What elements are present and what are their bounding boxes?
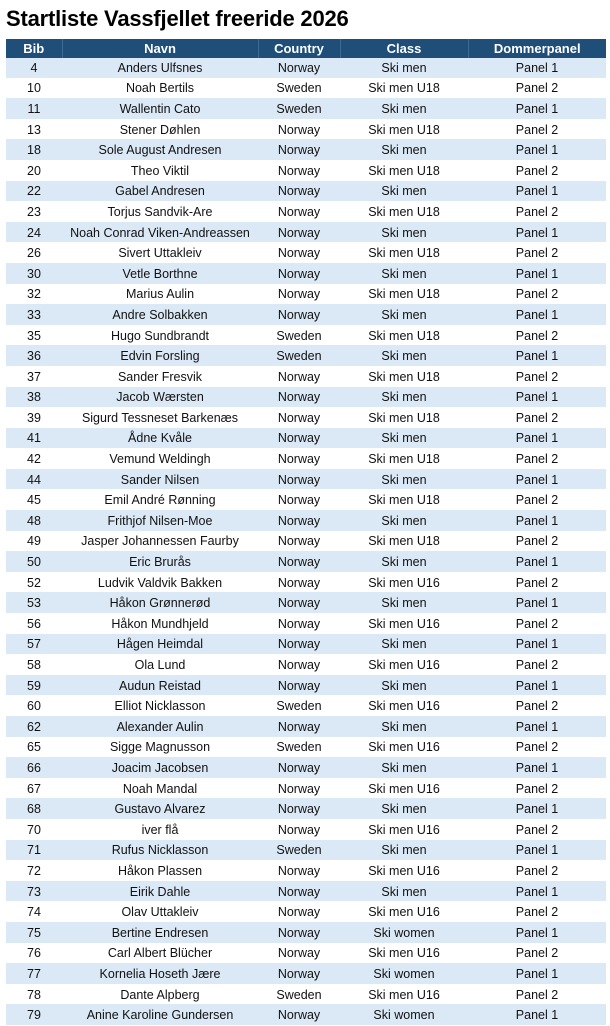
cell-bib[interactable]: 75 [6,922,62,943]
cell-country[interactable]: Norway [258,449,340,470]
cell-bib[interactable]: 57 [6,634,62,655]
cell-name[interactable]: Edvin Forsling [62,346,258,367]
table-row [6,181,606,202]
cell-class[interactable]: Ski men U16 [340,778,468,799]
column-header-name[interactable]: Navn [62,39,258,58]
table-row [6,243,606,264]
table-row [6,655,606,676]
cell-class[interactable]: Ski men [340,428,468,449]
cell-panel[interactable]: Panel 1 [468,263,606,284]
cell-panel[interactable]: Panel 2 [468,408,606,429]
cell-name[interactable]: Eirik Dahle [62,881,258,902]
cell-class[interactable]: Ski men [340,593,468,614]
cell-name[interactable]: Eric Brurås [62,552,258,573]
cell-name[interactable]: Jasper Johannessen Faurby [62,531,258,552]
cell-bib[interactable]: 78 [6,984,62,1005]
table-row [6,160,606,181]
table-row [6,902,606,923]
cell-bib[interactable]: 35 [6,325,62,346]
table-row [6,964,606,985]
cell-name[interactable]: Ola Lund [62,655,258,676]
column-header-bib[interactable]: Bib [6,39,62,58]
cell-panel[interactable]: Panel 1 [468,1005,606,1026]
cell-country[interactable]: Norway [258,243,340,264]
cell-bib[interactable]: 60 [6,696,62,717]
cell-name[interactable]: Hugo Sundbrandt [62,325,258,346]
column-header-class[interactable]: Class [340,39,468,58]
cell-name[interactable]: Jacob Wærsten [62,387,258,408]
cell-country[interactable]: Norway [258,305,340,326]
cell-panel[interactable]: Panel 2 [468,119,606,140]
cell-class[interactable]: Ski men U16 [340,819,468,840]
cell-class[interactable]: Ski men [340,58,468,78]
cell-country[interactable]: Norway [258,202,340,223]
cell-bib[interactable]: 42 [6,449,62,470]
cell-name[interactable]: Theo Viktil [62,160,258,181]
table-row [6,675,606,696]
table-row [6,614,606,635]
cell-country[interactable]: Norway [258,799,340,820]
table-row [6,819,606,840]
cell-class[interactable]: Ski men [340,305,468,326]
cell-country[interactable]: Norway [258,511,340,532]
table-row [6,696,606,717]
cell-class[interactable]: Ski men [340,222,468,243]
cell-panel[interactable]: Panel 2 [468,943,606,964]
cell-name[interactable]: iver flå [62,819,258,840]
cell-bib[interactable]: 67 [6,778,62,799]
cell-class[interactable]: Ski women [340,964,468,985]
cell-panel[interactable]: Panel 2 [468,696,606,717]
cell-bib[interactable]: 72 [6,861,62,882]
cell-name[interactable]: Gustavo Alvarez [62,799,258,820]
cell-bib[interactable]: 62 [6,717,62,738]
cell-class[interactable]: Ski men [340,717,468,738]
cell-class[interactable]: Ski men U18 [340,325,468,346]
table-row [6,305,606,326]
cell-bib[interactable]: 33 [6,305,62,326]
cell-country[interactable]: Sweden [258,840,340,861]
cell-bib[interactable]: 66 [6,758,62,779]
column-header-country[interactable]: Country [258,39,340,58]
cell-bib[interactable]: 50 [6,552,62,573]
table-row [6,593,606,614]
table-row [6,943,606,964]
cell-panel[interactable]: Panel 2 [468,737,606,758]
cell-name[interactable]: Gabel Andresen [62,181,258,202]
cell-country[interactable]: Norway [258,58,340,78]
cell-panel[interactable]: Panel 2 [468,819,606,840]
cell-country[interactable]: Norway [258,902,340,923]
cell-country[interactable]: Norway [258,943,340,964]
table-row [6,778,606,799]
cell-country[interactable]: Norway [258,1005,340,1026]
cell-name[interactable]: Alexander Aulin [62,717,258,738]
cell-class[interactable]: Ski men [340,799,468,820]
cell-class[interactable]: Ski men [340,140,468,161]
table-row [6,531,606,552]
cell-panel[interactable]: Panel 2 [468,490,606,511]
cell-name[interactable]: Håkon Plassen [62,861,258,882]
cell-country[interactable]: Norway [258,778,340,799]
cell-panel[interactable]: Panel 2 [468,325,606,346]
table-row [6,366,606,387]
cell-bib[interactable]: 70 [6,819,62,840]
cell-panel[interactable]: Panel 2 [468,655,606,676]
cell-panel[interactable]: Panel 1 [468,346,606,367]
cell-country[interactable]: Norway [258,140,340,161]
cell-name[interactable]: Noah Conrad Viken-Andreassen [62,222,258,243]
cell-panel[interactable]: Panel 2 [468,366,606,387]
cell-panel[interactable]: Panel 2 [468,449,606,470]
cell-name[interactable]: Stener Døhlen [62,119,258,140]
cell-country[interactable]: Norway [258,614,340,635]
table-row [6,140,606,161]
cell-bib[interactable]: 38 [6,387,62,408]
cell-name[interactable]: Emil André Rønning [62,490,258,511]
cell-bib[interactable]: 44 [6,469,62,490]
table-row [6,408,606,429]
cell-country[interactable]: Norway [258,387,340,408]
cell-name[interactable]: Kornelia Hoseth Jære [62,964,258,985]
cell-bib[interactable]: 56 [6,614,62,635]
cell-country[interactable]: Norway [258,552,340,573]
table-row [6,449,606,470]
cell-bib[interactable]: 20 [6,160,62,181]
cell-bib[interactable]: 41 [6,428,62,449]
cell-panel[interactable]: Panel 2 [468,78,606,99]
cell-country[interactable]: Norway [258,119,340,140]
cell-panel[interactable]: Panel 2 [468,572,606,593]
cell-panel[interactable]: Panel 1 [468,799,606,820]
cell-panel[interactable]: Panel 2 [468,243,606,264]
cell-panel[interactable]: Panel 2 [468,984,606,1005]
cell-bib[interactable]: 48 [6,511,62,532]
cell-class[interactable]: Ski men [340,840,468,861]
cell-country[interactable]: Norway [258,593,340,614]
table-row [6,922,606,943]
table-row [6,634,606,655]
cell-bib[interactable]: 68 [6,799,62,820]
table-row [6,984,606,1005]
cell-class[interactable]: Ski men U16 [340,655,468,676]
cell-class[interactable]: Ski men [340,387,468,408]
cell-country[interactable]: Norway [258,469,340,490]
cell-bib[interactable]: 59 [6,675,62,696]
cell-country[interactable]: Norway [258,181,340,202]
table-row [6,325,606,346]
cell-bib[interactable]: 65 [6,737,62,758]
cell-bib[interactable]: 39 [6,408,62,429]
cell-country[interactable]: Sweden [258,696,340,717]
table-row [6,717,606,738]
cell-name[interactable]: Elliot Nicklasson [62,696,258,717]
cell-name[interactable]: Noah Mandal [62,778,258,799]
cell-country[interactable]: Norway [258,675,340,696]
cell-class[interactable]: Ski men [340,511,468,532]
cell-class[interactable]: Ski men U18 [340,449,468,470]
cell-panel[interactable]: Panel 1 [468,758,606,779]
cell-class[interactable]: Ski women [340,922,468,943]
cell-class[interactable]: Ski men [340,263,468,284]
cell-country[interactable]: Sweden [258,78,340,99]
cell-class[interactable]: Ski men U18 [340,408,468,429]
cell-bib[interactable]: 22 [6,181,62,202]
cell-bib[interactable]: 24 [6,222,62,243]
cell-country[interactable]: Norway [258,861,340,882]
cell-bib[interactable]: 53 [6,593,62,614]
cell-name[interactable]: Sigurd Tessneset Barkenæs [62,408,258,429]
table-row [6,202,606,223]
cell-class[interactable]: Ski men U18 [340,202,468,223]
cell-bib[interactable]: 71 [6,840,62,861]
cell-name[interactable]: Dante Alpberg [62,984,258,1005]
cell-class[interactable]: Ski men U16 [340,902,468,923]
cell-class[interactable]: Ski men U18 [340,366,468,387]
cell-class[interactable]: Ski men U16 [340,614,468,635]
table-row [6,119,606,140]
start-list-table [6,39,606,1026]
cell-bib[interactable]: 18 [6,140,62,161]
table-row [6,552,606,573]
cell-bib[interactable]: 37 [6,366,62,387]
cell-country[interactable]: Norway [258,428,340,449]
cell-bib[interactable]: 26 [6,243,62,264]
table-body [6,58,606,1025]
cell-country[interactable]: Norway [258,655,340,676]
cell-country[interactable]: Norway [258,922,340,943]
table-row [6,840,606,861]
cell-name[interactable]: Bertine Endresen [62,922,258,943]
cell-panel[interactable]: Panel 2 [468,284,606,305]
cell-country[interactable]: Norway [258,531,340,552]
table-row [6,758,606,779]
cell-class[interactable]: Ski men [340,675,468,696]
cell-country[interactable]: Norway [258,881,340,902]
cell-country[interactable]: Norway [258,717,340,738]
cell-name[interactable]: Torjus Sandvik-Are [62,202,258,223]
cell-country[interactable]: Norway [258,490,340,511]
cell-name[interactable]: Sigge Magnusson [62,737,258,758]
cell-bib[interactable]: 45 [6,490,62,511]
cell-class[interactable]: Ski men U18 [340,284,468,305]
cell-name[interactable]: Audun Reistad [62,675,258,696]
cell-name[interactable]: Sole August Andresen [62,140,258,161]
table-row [6,799,606,820]
cell-bib[interactable]: 13 [6,119,62,140]
cell-panel[interactable]: Panel 1 [468,552,606,573]
cell-country[interactable]: Norway [258,284,340,305]
table-row [6,469,606,490]
table-row [6,346,606,367]
cell-country[interactable]: Sweden [258,99,340,120]
cell-class[interactable]: Ski men U16 [340,984,468,1005]
cell-bib[interactable]: 10 [6,78,62,99]
cell-name[interactable]: Hågen Heimdal [62,634,258,655]
cell-name[interactable]: Rufus Nicklasson [62,840,258,861]
cell-class[interactable]: Ski men [340,346,468,367]
cell-name[interactable]: Olav Uttakleiv [62,902,258,923]
table-row [6,737,606,758]
cell-class[interactable]: Ski men [340,552,468,573]
cell-country[interactable]: Sweden [258,346,340,367]
cell-class[interactable]: Ski men [340,99,468,120]
cell-bib[interactable]: 36 [6,346,62,367]
cell-name[interactable]: Frithjof Nilsen-Moe [62,511,258,532]
cell-class[interactable]: Ski men U16 [340,696,468,717]
cell-bib[interactable]: 79 [6,1005,62,1026]
cell-class[interactable]: Ski men U16 [340,861,468,882]
cell-bib[interactable]: 52 [6,572,62,593]
cell-bib[interactable]: 4 [6,58,62,78]
cell-name[interactable]: Håkon Mundhjeld [62,614,258,635]
cell-bib[interactable]: 76 [6,943,62,964]
cell-country[interactable]: Norway [258,964,340,985]
cell-country[interactable]: Norway [258,408,340,429]
cell-class[interactable]: Ski men U18 [340,531,468,552]
cell-country[interactable]: Sweden [258,984,340,1005]
cell-panel[interactable]: Panel 1 [468,222,606,243]
cell-bib[interactable]: 58 [6,655,62,676]
cell-panel[interactable]: Panel 1 [468,469,606,490]
cell-panel[interactable]: Panel 2 [468,902,606,923]
cell-panel[interactable]: Panel 1 [468,717,606,738]
cell-name[interactable]: Wallentin Cato [62,99,258,120]
cell-class[interactable]: Ski men U16 [340,572,468,593]
cell-name[interactable]: Joacim Jacobsen [62,758,258,779]
cell-class[interactable]: Ski men U18 [340,243,468,264]
cell-country[interactable]: Norway [258,366,340,387]
cell-panel[interactable]: Panel 1 [468,634,606,655]
cell-class[interactable]: Ski men [340,634,468,655]
cell-panel[interactable]: Panel 1 [468,593,606,614]
cell-panel[interactable]: Panel 2 [468,531,606,552]
cell-country[interactable]: Norway [258,819,340,840]
cell-country[interactable]: Norway [258,263,340,284]
table-row [6,861,606,882]
cell-class[interactable]: Ski men [340,181,468,202]
table-row [6,490,606,511]
cell-country[interactable]: Norway [258,222,340,243]
table-row [6,284,606,305]
cell-name[interactable]: Noah Bertils [62,78,258,99]
cell-class[interactable]: Ski men U18 [340,490,468,511]
cell-name[interactable]: Sander Fresvik [62,366,258,387]
start-list-table-container [6,39,606,1026]
table-row [6,511,606,532]
cell-name[interactable]: Anine Karoline Gundersen [62,1005,258,1026]
table-row [6,1005,606,1026]
cell-country[interactable]: Sweden [258,737,340,758]
cell-name[interactable]: Vetle Borthne [62,263,258,284]
cell-country[interactable]: Norway [258,758,340,779]
cell-class[interactable]: Ski women [340,1005,468,1026]
cell-name[interactable]: Sander Nilsen [62,469,258,490]
cell-country[interactable]: Norway [258,160,340,181]
table-row [6,572,606,593]
cell-panel[interactable]: Panel 1 [468,922,606,943]
cell-panel[interactable]: Panel 1 [468,387,606,408]
cell-name[interactable]: Vemund Weldingh [62,449,258,470]
table-row [6,58,606,78]
table-row [6,78,606,99]
cell-name[interactable]: Carl Albert Blücher [62,943,258,964]
cell-class[interactable]: Ski men U16 [340,943,468,964]
cell-class[interactable]: Ski men [340,469,468,490]
cell-panel[interactable]: Panel 1 [468,140,606,161]
cell-bib[interactable]: 77 [6,964,62,985]
cell-bib[interactable]: 74 [6,902,62,923]
cell-name[interactable]: Andre Solbakken [62,305,258,326]
cell-class[interactable]: Ski men [340,758,468,779]
page-title: Startliste Vassfjellet freeride 2026 [6,6,349,31]
cell-bib[interactable]: 11 [6,99,62,120]
cell-panel[interactable]: Panel 1 [468,840,606,861]
cell-name[interactable]: Sivert Uttakleiv [62,243,258,264]
cell-bib[interactable]: 32 [6,284,62,305]
cell-bib[interactable]: 23 [6,202,62,223]
cell-panel[interactable]: Panel 1 [468,675,606,696]
cell-panel[interactable]: Panel 1 [468,511,606,532]
cell-bib[interactable]: 30 [6,263,62,284]
cell-name[interactable]: Anders Ulfsnes [62,58,258,78]
table-row [6,99,606,120]
table-row [6,263,606,284]
cell-bib[interactable]: 73 [6,881,62,902]
table-row [6,222,606,243]
cell-class[interactable]: Ski men U18 [340,119,468,140]
cell-panel[interactable]: Panel 2 [468,861,606,882]
cell-name[interactable]: Marius Aulin [62,284,258,305]
cell-class[interactable]: Ski men [340,881,468,902]
cell-panel[interactable]: Panel 2 [468,160,606,181]
cell-panel[interactable]: Panel 1 [468,428,606,449]
cell-class[interactable]: Ski men U18 [340,160,468,181]
cell-panel[interactable]: Panel 2 [468,778,606,799]
cell-panel[interactable]: Panel 1 [468,58,606,78]
cell-bib[interactable]: 49 [6,531,62,552]
table-row [6,881,606,902]
column-header-panel[interactable]: Dommerpanel [468,39,606,58]
cell-name[interactable]: Håkon Grønnerød [62,593,258,614]
header-row [6,39,606,58]
cell-class[interactable]: Ski men U18 [340,78,468,99]
cell-panel[interactable]: Panel 1 [468,305,606,326]
cell-panel[interactable]: Panel 2 [468,202,606,223]
cell-class[interactable]: Ski men U16 [340,737,468,758]
cell-panel[interactable]: Panel 1 [468,881,606,902]
table-row [6,428,606,449]
table-row [6,387,606,408]
cell-name[interactable]: Ludvik Valdvik Bakken [62,572,258,593]
cell-panel[interactable]: Panel 1 [468,181,606,202]
cell-panel[interactable]: Panel 2 [468,614,606,635]
cell-country[interactable]: Norway [258,572,340,593]
cell-country[interactable]: Norway [258,634,340,655]
cell-name[interactable]: Ådne Kvåle [62,428,258,449]
cell-panel[interactable]: Panel 1 [468,99,606,120]
cell-panel[interactable]: Panel 1 [468,964,606,985]
cell-country[interactable]: Sweden [258,325,340,346]
